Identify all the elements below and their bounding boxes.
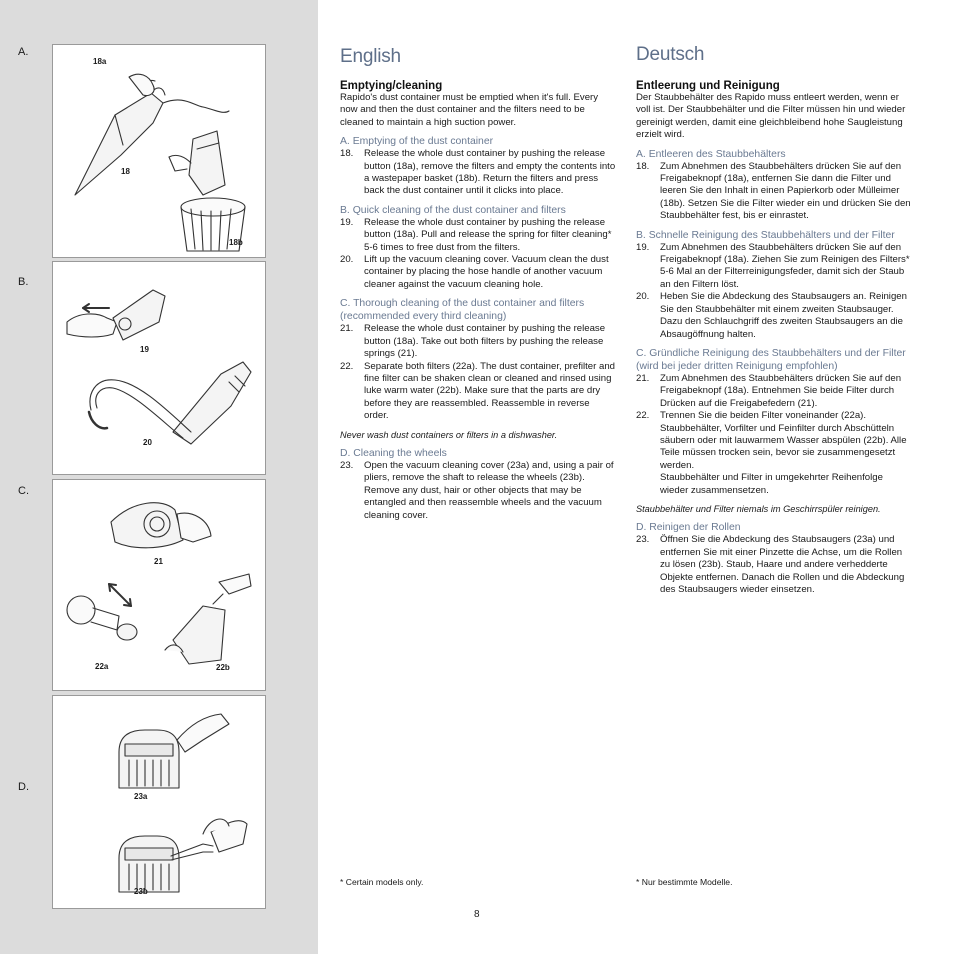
deutsch-sub-a: A. Entleeren des Staubbehälters <box>636 148 786 160</box>
page-number: 8 <box>474 909 480 920</box>
english-step-19 <box>340 217 616 254</box>
label-18: 18 <box>121 167 130 176</box>
panel-b <box>52 261 266 475</box>
deutsch-step-21 <box>636 373 912 410</box>
deutsch-dishwasher-note: Staubbehälter und Filter niemals im Geschirrspüler reinigen. <box>636 503 881 514</box>
illustration-sidebar <box>0 0 318 954</box>
step-number: 20. <box>340 254 354 266</box>
label-23a: 23a <box>134 792 148 801</box>
step-number: 19. <box>636 241 650 253</box>
deutsch-step-19 <box>636 242 912 292</box>
deutsch-column <box>636 0 912 596</box>
english-sub-b: B. Quick cleaning of the dust container and filters <box>340 204 566 216</box>
panel-c <box>52 479 266 691</box>
english-title: English <box>340 46 401 67</box>
step-number: 22. <box>636 410 650 422</box>
english-step-18 <box>340 148 616 198</box>
english-step-22 <box>340 361 616 423</box>
emptying-illustration <box>53 45 265 257</box>
thorough-cleaning-illustration <box>53 480 265 690</box>
label-21: 21 <box>154 557 163 566</box>
label-22b: 22b <box>216 663 230 672</box>
panel-letter-a: A. <box>18 46 29 58</box>
label-19: 19 <box>140 345 149 354</box>
english-footnote: * Certain models only. <box>340 877 424 887</box>
step-text: Open the vacuum cleaning cover (23a) and, using a pair of pliers, remove the shaft to release the wheels (23b). Remove any dust, hair or other objects that may be entangled and then reassemble wheels and the vacuum cleaning cover. <box>364 459 614 521</box>
english-sub-c: C. Thorough cleaning of the dust container and filters (recommended every third cleaning) <box>340 298 585 323</box>
english-step-20 <box>340 254 616 291</box>
english-column <box>340 0 616 522</box>
step-text <box>660 410 912 497</box>
step-number: 20. <box>636 291 650 303</box>
deutsch-step-18 <box>636 161 912 223</box>
step-text-extra: Staubbehälter und Filter in umgekehrter Reihenfolge wieder zusammensetzen. <box>660 472 883 496</box>
english-intro: Rapido's dust container must be emptied when it's full. Every now and then the dust container and the filters need to be cleaned to maintain a high suction power. <box>340 92 599 128</box>
deutsch-footnote: * Nur bestimmte Modelle. <box>636 877 733 887</box>
panel-letter-c: C. <box>18 485 29 497</box>
wheel-cleaning-illustration <box>53 696 265 908</box>
deutsch-step-20 <box>636 291 912 341</box>
deutsch-step-22 <box>636 410 912 497</box>
deutsch-step-23 <box>636 534 912 596</box>
step-text: Zum Abnehmen des Staubbehälters drücken Sie auf den Freigabeknopf (18a). Ziehen Sie zum Reinigen des Filters* 5-6 Mal an der Filterreinigungsfeder, damit sich der Staub an den Filtern löst. <box>660 241 910 290</box>
deutsch-section-title: Entleerung und Reinigung <box>636 80 780 92</box>
deutsch-sub-d: D. Reinigen der Rollen <box>636 522 741 534</box>
step-text: Öffnen Sie die Abdeckung des Staubsaugers (23a) und entfernen Sie mit einer Pinzette die Achse, um die Rollen zu lösen (23b). Staub, Haare und andere verhedderte Objekte entfernen. Danach die Rollen und die Abdeckung des Staubsaugers wieder einsetzen. <box>660 534 905 595</box>
step-text: Release the whole dust container by pushing the release button (18a). Take out both filters by pushing the release springs (21). <box>364 323 606 360</box>
label-23b: 23b <box>134 887 148 896</box>
step-text: Zum Abnehmen des Staubbehälters drücken Sie auf den Freigabeknopf (18a). Entnehmen Sie beide Filter durch Drücken auf die Freigabefedern (21). <box>660 372 902 409</box>
step-text: Release the whole dust container by pushing the release button (18a), remove the filters and empty the contents into a wastepaper basket (18b). Return the filters and press back the dust container until it clicks into place. <box>364 148 616 197</box>
panel-d <box>52 695 266 909</box>
deutsch-sub-c: C. Gründliche Reinigung des Staubbehälters und der Filter (wird bei jeder dritten Reinigung empfohlen) <box>636 347 906 372</box>
step-number: 19. <box>340 216 354 228</box>
english-step-23 <box>340 460 616 522</box>
step-text: Heben Sie die Abdeckung des Staubsaugers an. Reinigen Sie den Staubbehälter mit einem zweiten Staubsauger. Dazu den Schlauchgriff des zweiten Staubsaugers an die Absaugöffnung halten. <box>660 291 907 340</box>
step-text: Zum Abnehmen des Staubbehälters drücken Sie auf den Freigabeknopf (18a), entfernen Sie dann die Filter und leeren Sie den Inhalt in einen Papierkorb oder Mülleimer (18b). Setzen Sie die Filter wieder ein und drücken Sie den Staubbehälter fest, bis er einrastet. <box>660 160 911 222</box>
label-18b: 18b <box>229 238 243 247</box>
label-22a: 22a <box>95 662 109 671</box>
deutsch-intro: Der Staubbehälter des Rapido muss entleert werden, wenn er voll ist. Der Staubbehälter und die Filter müssen hin und wieder gereinigt werden, damit eine gleichbleibend hohe Saugleistung erzielt wird. <box>636 92 906 141</box>
label-18a: 18a <box>93 57 107 66</box>
english-section-title: Emptying/cleaning <box>340 80 443 92</box>
step-text: Release the whole dust container by pushing the release button (18a). Pull and release the spring for filter cleaning* 5-6 times to free dust from the filters. <box>364 216 612 253</box>
deutsch-sub-b: B. Schnelle Reinigung des Staubbehälters und der Filter <box>636 229 895 241</box>
deutsch-title: Deutsch <box>636 44 705 65</box>
step-number: 23. <box>340 459 354 471</box>
panel-letter-b: B. <box>18 276 29 288</box>
step-number: 22. <box>340 360 354 372</box>
quick-cleaning-illustration <box>53 262 265 474</box>
step-text: Lift up the vacuum cleaning cover. Vacuum clean the dust container by placing the hose handle of another vacuum cleaner against the vacuum cleaning hole. <box>364 254 609 290</box>
english-sub-d: D. Cleaning the wheels <box>340 447 447 459</box>
english-dishwasher-note: Never wash dust containers or filters in a dishwasher. <box>340 429 558 440</box>
label-20: 20 <box>143 438 152 447</box>
step-text-main: Trennen Sie die beiden Filter voneinander (22a). Staubbehälter, Vorfilter und Feinfilter durch Abschütteln säubern oder mit lauwarmem Wasser abspülen (22b). Alle Teile müssen trocken sein, bevor sie zusammengesetzt werden. <box>660 410 907 471</box>
step-number: 23. <box>636 534 650 546</box>
step-number: 21. <box>636 372 650 384</box>
english-sub-a: A. Emptying of the dust container <box>340 136 494 148</box>
panel-letter-d: D. <box>18 781 29 793</box>
step-number: 18. <box>340 148 354 160</box>
english-step-21 <box>340 323 616 360</box>
step-text: Separate both filters (22a). The dust container, prefilter and fine filter can be shaken clean or cleaned and rinsed using luke warm water (22b). Make sure that the parts are dry before they are reassembled. Reassemble in reverse order. <box>364 360 616 422</box>
step-number: 21. <box>340 323 354 335</box>
step-number: 18. <box>636 160 650 172</box>
panel-a <box>52 44 266 258</box>
